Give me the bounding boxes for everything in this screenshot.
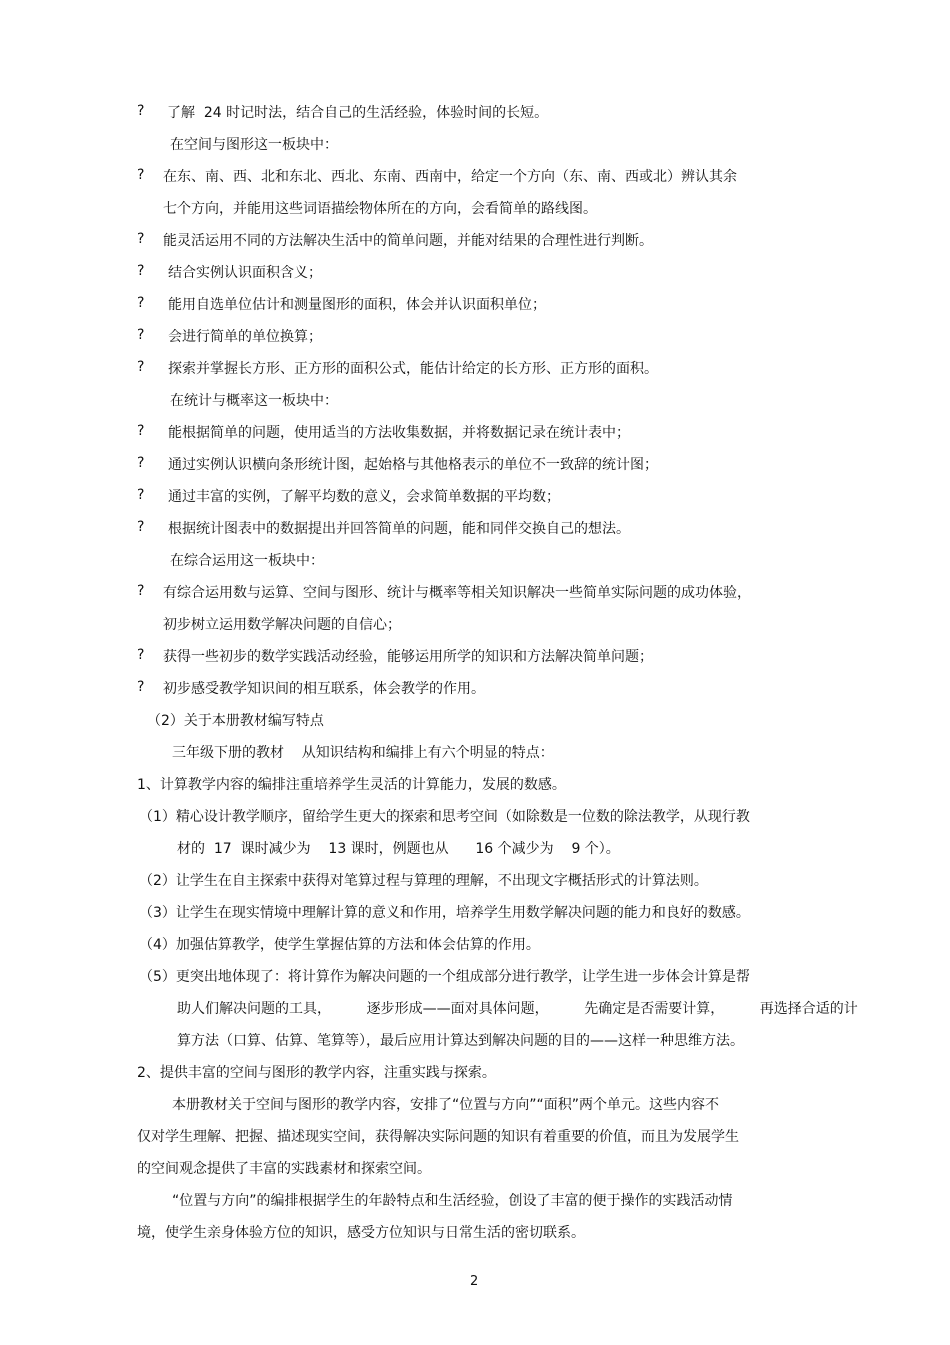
text-line: 在空间与图形这一板块中： — [170, 137, 338, 153]
text-line: 2、提供丰富的空间与图形的教学内容，注重实践与探索。 — [137, 1065, 496, 1081]
text-line: 材的 17 课时减少为 13 课时，例题也从 16 个减少为 9 个）。 — [177, 841, 620, 857]
text-line: （2）关于本册教材编写特点 — [147, 713, 324, 729]
text-line: 了解 24 时记时法，结合自己的生活经验，体验时间的长短。 — [167, 105, 549, 121]
bullet-mark: ? — [137, 423, 145, 439]
text-line: 七个方向，并能用这些词语描绘物体所在的方向，会看简单的路线图。 — [163, 201, 597, 217]
text-line: 根据统计图表中的数据提出并回答简单的问题，能和同伴交换自己的想法。 — [168, 521, 630, 537]
text-line: 初步树立运用数学解决问题的自信心； — [163, 617, 401, 633]
bullet-mark: ? — [137, 679, 145, 695]
text-line: 三年级下册的教材 从知识结构和编排上有六个明显的特点： — [172, 745, 554, 761]
text-line: 结合实例认识面积含义； — [168, 265, 322, 281]
text-line: “位置与方向”的编排根据学生的年龄特点和生活经验，创设了丰富的便于操作的实践活动情 — [172, 1193, 733, 1209]
bullet-mark: ? — [137, 455, 145, 471]
text-line: 在东、南、西、北和东北、西北、东南、西南中，给定一个方向（东、南、西或北）辨认其余 — [163, 169, 737, 185]
text-line: 本册教材关于空间与图形的教学内容，安排了“位置与方向”“面积”两个单元。这些内容不 — [172, 1097, 720, 1113]
text-line: 能灵活运用不同的方法解决生活中的简单问题，并能对结果的合理性进行判断。 — [163, 233, 653, 249]
text-line: 获得一些初步的数学实践活动经验，能够运用所学的知识和方法解决简单问题； — [163, 649, 653, 665]
bullet-mark: ? — [137, 647, 145, 663]
text-line: 仅对学生理解、把握、描述现实空间，获得解决实际问题的知识有着重要的价值，而且为发展学生 — [137, 1129, 739, 1145]
text-line: 算方法（口算、估算、笔算等），最后应用计算达到解决问题的目的——这样一种思维方法。 — [177, 1033, 744, 1049]
text-line: 通过丰富的实例，了解平均数的意义，会求简单数据的平均数； — [168, 489, 560, 505]
text-line: 境，使学生亲身体验方位的知识，感受方位知识与日常生活的密切联系。 — [137, 1225, 585, 1241]
text-line: （4）加强估算教学，使学生掌握估算的方法和体会估算的作用。 — [139, 937, 540, 953]
text-line: （2）让学生在自主探索中获得对笔算过程与算理的理解，不出现文字概括形式的计算法则。 — [139, 873, 708, 889]
bullet-mark: ? — [137, 487, 145, 503]
bullet-mark: ? — [137, 519, 145, 535]
bullet-mark: ? — [137, 583, 145, 599]
bullet-mark: ? — [137, 263, 145, 279]
text-line: （1）精心设计教学顺序，留给学生更大的探索和思考空间（如除数是一位数的除法教学，从现行教 — [139, 809, 750, 825]
text-line: 能根据简单的问题，使用适当的方法收集数据，并将数据记录在统计表中； — [168, 425, 630, 441]
text-line: 有综合运用数与运算、空间与图形、统计与概率等相关知识解决一些简单实际问题的成功体验， — [163, 585, 751, 601]
bullet-mark: ? — [137, 103, 145, 119]
text-line: （3）让学生在现实情境中理解计算的意义和作用，培养学生用数学解决问题的能力和良好的数感。 — [139, 905, 750, 921]
bullet-mark: ? — [137, 295, 145, 311]
text-line: 能用自选单位估计和测量图形的面积，体会并认识面积单位； — [168, 297, 546, 313]
text-line: 初步感受教学知识间的相互联系，体会教学的作用。 — [163, 681, 485, 697]
text-line: 在综合运用这一板块中： — [170, 553, 324, 569]
text-line: 1、计算教学内容的编排注重培养学生灵活的计算能力，发展的数感。 — [137, 777, 566, 793]
text-line: 助人们解决问题的工具， 逐步形成——面对具体问题， 先确定是否需要计算， 再选择合适的计 — [177, 1001, 858, 1017]
bullet-mark: ? — [137, 231, 145, 247]
bullet-mark: ? — [137, 359, 145, 375]
page-number: 2 — [470, 1274, 479, 1289]
text-line: 探索并掌握长方形、正方形的面积公式，能估计给定的长方形、正方形的面积。 — [168, 361, 658, 377]
text-line: 的空间观念提供了丰富的实践素材和探索空间。 — [137, 1161, 431, 1177]
text-line: 会进行简单的单位换算； — [168, 329, 322, 345]
bullet-mark: ? — [137, 167, 145, 183]
text-line: 在统计与概率这一板块中： — [170, 393, 338, 409]
bullet-mark: ? — [137, 327, 145, 343]
text-line: （5）更突出地体现了：将计算作为解决问题的一个组成部分进行教学，让学生进一步体会计算是帮 — [139, 969, 750, 985]
text-line: 通过实例认识横向条形统计图，起始格与其他格表示的单位不一致辞的统计图； — [168, 457, 658, 473]
